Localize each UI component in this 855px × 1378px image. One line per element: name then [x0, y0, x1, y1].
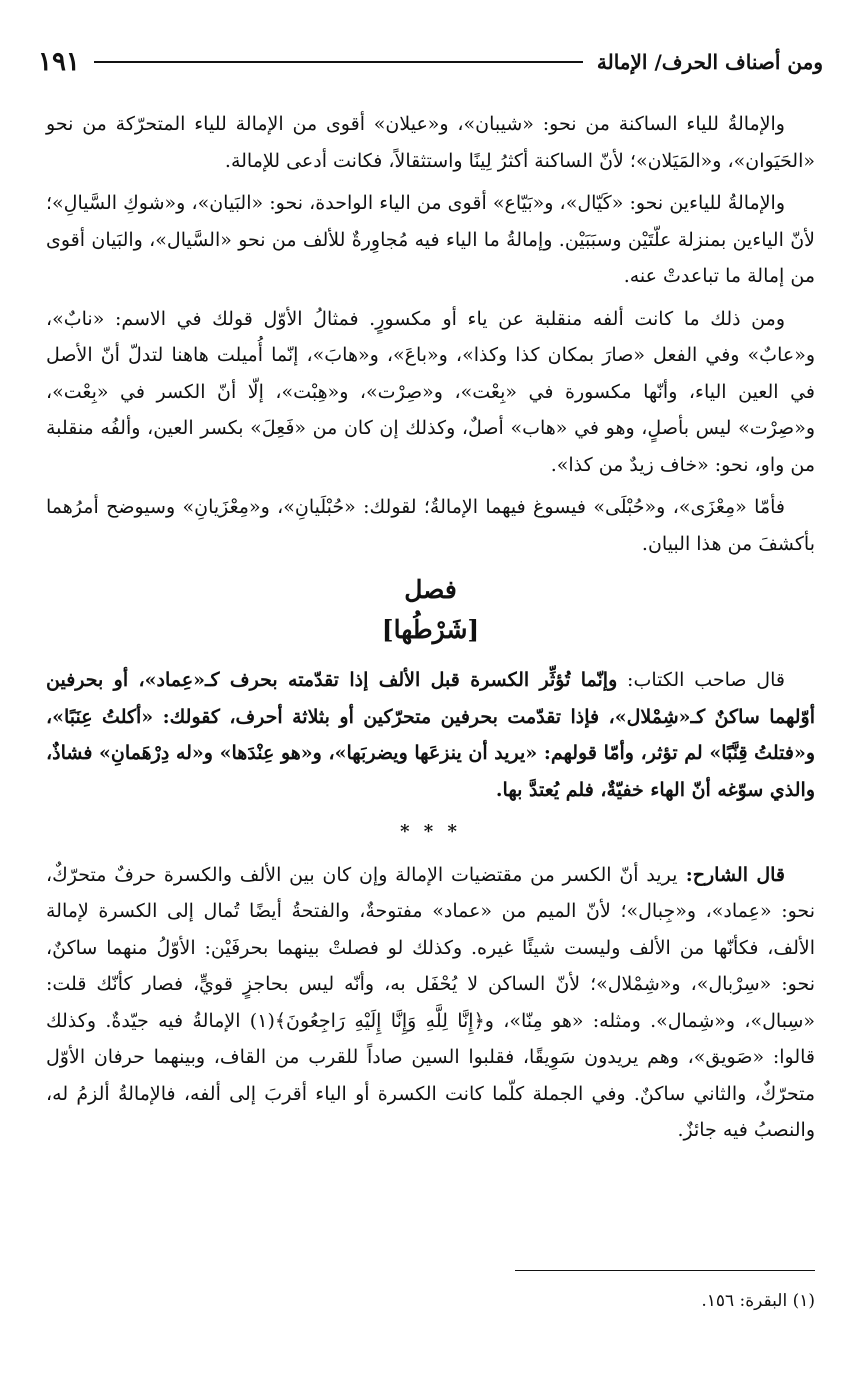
running-title: ومن أصناف الحرف/ الإمالة	[596, 50, 823, 74]
sharh-paragraph	[46, 857, 815, 1149]
matn-lead: قال صاحب الكتاب:	[617, 669, 785, 691]
paragraph-2: والإمالةُ للياءين نحو: «كَيّال»، و«بَيّاع» أقوى من الياء الواحدة، نحو: «البَيان»، و«شوكِ السَّيالِ»؛ لأنّ الياءين بمنزلة علّتَيْن وسبَبَيْن. وإمالةُ ما الياء فيه مُجاوِرةٌ للألف من نحو «السَّيال»، والبَيان أقوى من إمالة ما تباعدتْ عنه.	[46, 192, 815, 287]
paragraph-4: فأمّا «مِعْزَى»، و«حُبْلَى» فيسوغ فيهما الإمالةُ؛ لقولك: «حُبْلَيانِ»، و«مِعْزَيانِ» وسيوضح أمرُهما بأكشفَ من هذا البيان.	[46, 496, 815, 555]
header-rule	[94, 61, 583, 63]
matn-text: وإنّما تُؤثِّر الكسرة قبل الألف إذا تقدّمته بحرف كـ«عِماد»، أو بحرفين أوّلهما ساكنٌ كـ«شِمْلال»، فإذا تقدّمت بحرفين متحرّكين أو بثلاثة أحرف، كقولك: «أكلتُ عِنَبًا»، و«فتلتُ قِنَّبًا» لم تؤثر، وأمّا قولهم: «يريد أن ينزعَها ويضربَها»، و«هو عِنْدَها» و«له دِرْهَمانِ» فشاذٌ، والذي سوّغه أنّ الهاء خفيّةٌ، فلم يُعتدَّ بها.	[46, 669, 815, 801]
page-number: ١٩١	[38, 47, 80, 77]
page-header	[38, 42, 823, 82]
section-heading: فصل	[404, 575, 457, 604]
section-subheading: [شَرْطُها]	[381, 615, 480, 644]
paragraph-1: والإمالةُ للياء الساكنة من نحو: «شيبان»، و«عيلان» أقوى من الإمالة للياء المتحرّكة من نحو «الحَيَوان»، و«المَيَلان»؛ لأنّ الساكنة أكثرُ لِينًا واستثقالاً، فكانت أدعى للإمالة.	[46, 113, 815, 172]
sharh-lead: قال الشارح:	[677, 863, 786, 886]
footnote-rule	[515, 1270, 815, 1271]
matn-paragraph	[46, 662, 815, 808]
separator-stars: * * *	[400, 821, 461, 842]
footnote: (١) البقرة: ١٥٦.	[701, 1291, 815, 1311]
paragraph-3: ومن ذلك ما كانت ألفه منقلبة عن ياء أو مكسورٍ. فمثالُ الأوّل قولك في الاسم: «نابٌ»، و«عابٌ» وفي الفعل «صارَ بمكان كذا وكذا»، و«باعَ»، و«هابَ»، إنّما أُميلت هاهنا لتدلّ أنّ الأصل في العين الياء، وأنّها مكسورة في «بِعْت»، و«صِرْت»، و«هِبْت»، إلّا أنّ الكسر في «بِعْت»، و«صِرْت» ليس بأصلٍ، وهو في «هاب» أصلٌ، وكذلك إن كان من «فَعِلَ» بكسر العين، وألفُه منقلبة من واو، نحو: «خاف زيدٌ من كذا».	[46, 307, 815, 476]
sharh-text: يريد أنّ الكسر من مقتضيات الإمالة وإن كان بين الألف والكسرة حرفٌ متحرّكٌ، نحو: «عِماد»، و«جِبال»؛ لأنّ الميم من «عماد» مفتوحةٌ، والفتحةُ أيضًا تُمال إلى الكسرة لإمالة الألف، فكأنّها من الألف وليست شيئًا غيره. وكذلك لو فصلتْ بينهما بحرفَيْن: الأوّلُ منهما ساكنٌ، نحو: «سِرْبال»، و«شِمْلال»؛ لأنّ الساكن لا يُحْفَل به، وأنّه ليس بحاجزٍ قويٍّ، فصار كأنّك قلت: «سِبال»، و«شِمال». ومثله: «هو مِنّا»، و﴿إِنَّا لِلَّهِ وَإِنَّا إِلَيْهِ رَاجِعُونَ﴾(١) الإمالةُ فيه جيّدةٌ. وكذلك قالوا: «صَويق»، وهم يريدون سَوِيقًا، فقلبوا السين صاداً للقرب من القاف، وبينهما حرفان الأوّل متحرّكٌ، والثاني ساكنٌ. وفي الجملة كلّما كانت الكسرة أو الياء أقربَ إلى ألفه، فالإمالةُ ألزمُ له، والنصبُ فيه جائزٌ.	[46, 863, 815, 1141]
page-body	[46, 106, 815, 1155]
